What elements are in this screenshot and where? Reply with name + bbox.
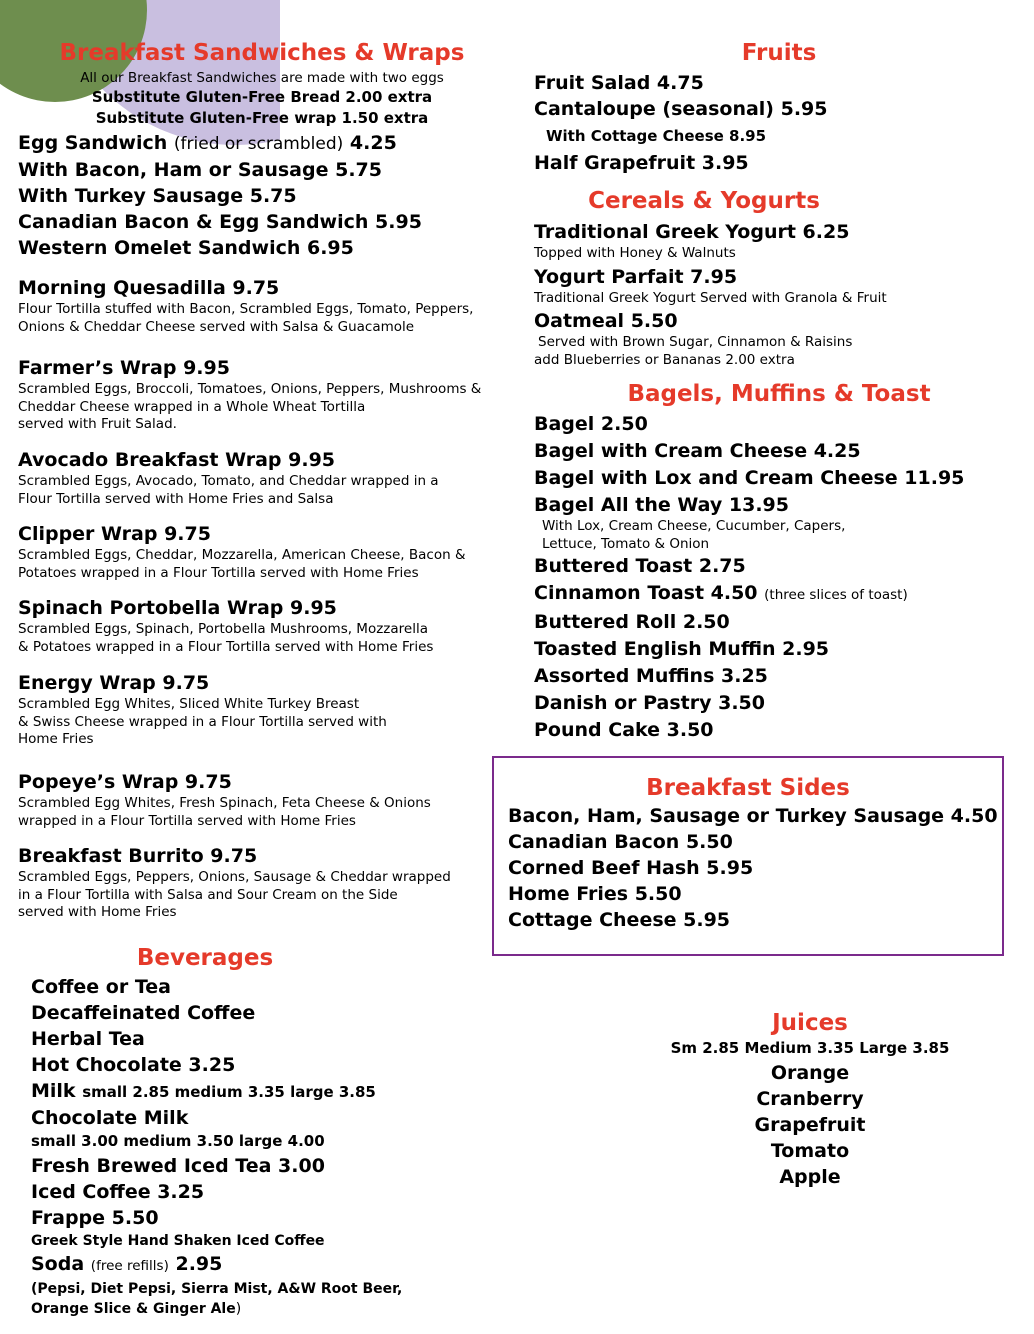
item-desc: With Lox, Cream Cheese, Cucumber, Capers,	[542, 518, 846, 534]
item-name: Farmer’s Wrap 9.95	[18, 357, 230, 379]
menu-item: Cottage Cheese 5.95	[508, 909, 731, 931]
wrap-energy	[18, 670, 387, 749]
juices-section	[610, 1010, 1010, 1190]
menu-item: Chocolate Milk	[31, 1107, 189, 1129]
menu-item: Bagel All the Way 13.95	[534, 494, 789, 516]
juices-heading: Juices	[772, 1010, 848, 1036]
menu-item-cinnamon-toast	[534, 580, 964, 608]
item-desc: Scrambled Eggs, Spinach, Portobella Mushrooms, Mozzarella	[18, 621, 428, 637]
bagels-heading: Bagels, Muffins & Toast	[627, 381, 931, 407]
item-note: (three slices of toast)	[764, 587, 908, 603]
juice-sizes: Sm 2.85 Medium 3.35 Large 3.85	[670, 1039, 950, 1057]
sides-heading: Breakfast Sides	[646, 775, 850, 801]
item-desc: Scrambled Eggs, Broccoli, Tomatoes, Onions, Peppers, Mushrooms &	[18, 381, 482, 397]
soda-list: (Pepsi, Diet Pepsi, Sierra Mist, A&W Root Beer,	[31, 1281, 403, 1297]
wrap-farmers	[18, 355, 481, 434]
menu-item: Assorted Muffins 3.25	[534, 665, 768, 687]
menu-item: Iced Coffee 3.25	[31, 1181, 205, 1203]
item-desc: served with Home Fries	[18, 904, 177, 920]
menu-item: Oatmeal 5.50	[534, 310, 678, 332]
breakfast-heading: Breakfast Sandwiches & Wraps	[59, 40, 465, 66]
menu-item: Canadian Bacon 5.50	[508, 831, 733, 853]
item-name: Egg Sandwich	[18, 132, 168, 154]
wrap-avocado	[18, 447, 439, 508]
menu-item-egg-sandwich	[18, 130, 397, 157]
cereals-list	[534, 219, 887, 369]
item-desc: Onions & Cheddar Cheese served with Salsa & Guacamole	[18, 318, 415, 335]
wrap-breakfast-burrito	[18, 843, 451, 922]
soda-list-text: Orange Slice & Ginger Ale	[31, 1301, 236, 1317]
beverages-list	[31, 974, 402, 1319]
menu-item: Bagel with Cream Cheese 4.25	[534, 440, 861, 462]
menu-item: Bagel 2.50	[534, 413, 648, 435]
item-desc: in a Flour Tortilla with Salsa and Sour Cream on the Side	[18, 886, 398, 903]
menu-item: Tomato	[770, 1140, 850, 1162]
item-name: Breakfast Burrito 9.75	[18, 845, 258, 867]
item-desc: Topped with Honey & Walnuts	[534, 245, 736, 261]
menu-item-soda	[31, 1251, 402, 1279]
item-name: Soda	[31, 1253, 85, 1275]
item-desc: Flour Tortilla served with Home Fries and Salsa	[18, 490, 334, 507]
item-name: Avocado Breakfast Wrap 9.95	[18, 449, 336, 471]
soda-list-close: )	[235, 1301, 242, 1317]
menu-item: Herbal Tea	[31, 1028, 145, 1050]
cereals-heading: Cereals & Yogurts	[588, 188, 820, 214]
fruits-list	[534, 70, 828, 176]
fruits-heading: Fruits	[741, 40, 817, 66]
item-addon: With Cottage Cheese 8.95	[546, 127, 767, 145]
menu-item: Decaffeinated Coffee	[31, 1002, 256, 1024]
menu-item: Hot Chocolate 3.25	[31, 1054, 236, 1076]
item-desc: Potatoes wrapped in a Flour Tortilla served with Home Fries	[18, 564, 419, 581]
menu-item: Canadian Bacon & Egg Sandwich 5.95	[18, 211, 422, 233]
menu-item: With Bacon, Ham or Sausage 5.75	[18, 159, 382, 181]
item-sizes: small 3.00 medium 3.50 large 4.00	[31, 1132, 325, 1150]
wrap-popeyes	[18, 769, 431, 830]
menu-item: With Turkey Sausage 5.75	[18, 185, 297, 207]
bagels-list	[534, 411, 964, 743]
menu-item: Danish or Pastry 3.50	[534, 692, 765, 714]
item-note: (fried or scrambled)	[173, 134, 344, 154]
menu-item: Buttered Toast 2.75	[534, 555, 746, 577]
item-desc: served with Fruit Salad.	[18, 416, 177, 432]
menu-item-milk	[31, 1078, 402, 1105]
beverages-heading: Beverages	[136, 945, 274, 971]
soda-list-end	[31, 1299, 402, 1319]
item-desc: add Blueberries or Bananas 2.00 extra	[534, 351, 795, 368]
item-desc: Scrambled Egg Whites, Sliced White Turkey Breast	[18, 696, 360, 712]
menu-item: Buttered Roll 2.50	[534, 611, 730, 633]
wrap-spinach-portobella	[18, 595, 433, 656]
menu-item: Cranberry	[756, 1088, 864, 1110]
item-name: Popeye’s Wrap 9.75	[18, 771, 232, 793]
item-name: Morning Quesadilla 9.75	[18, 277, 280, 299]
breakfast-sides-box	[492, 756, 1004, 956]
item-note: (free refills)	[90, 1258, 169, 1274]
item-name: Energy Wrap 9.75	[18, 672, 210, 694]
item-desc: Lettuce, Tomato & Onion	[542, 535, 710, 552]
sides-list	[508, 803, 1002, 933]
menu-item: Bagel with Lox and Cream Cheese 11.95	[534, 467, 965, 489]
item-desc: Scrambled Eggs, Peppers, Onions, Sausage & Cheddar wrapped	[18, 869, 451, 885]
menu-item: Apple	[779, 1166, 841, 1188]
item-name: Spinach Portobella Wrap 9.95	[18, 597, 337, 619]
item-desc: Scrambled Eggs, Avocado, Tomato, and Cheddar wrapped in a	[18, 473, 439, 489]
wrap-clipper	[18, 521, 465, 582]
item-price: 4.25	[349, 132, 397, 154]
menu-item: Western Omelet Sandwich 6.95	[18, 237, 354, 259]
item-desc: & Swiss Cheese wrapped in a Flour Tortilla served with	[18, 713, 387, 730]
menu-item: Cantaloupe (seasonal) 5.95	[534, 98, 828, 120]
menu-item: Half Grapefruit 3.95	[534, 152, 749, 174]
item-name: Milk	[31, 1080, 76, 1102]
wrap-morning-quesadilla	[18, 275, 473, 336]
menu-item: Corned Beef Hash 5.95	[508, 857, 754, 879]
item-desc: Traditional Greek Yogurt Served with Granola & Fruit	[534, 289, 887, 306]
item-desc: Flour Tortilla stuffed with Bacon, Scrambled Eggs, Tomato, Peppers,	[18, 301, 474, 317]
menu-item: Frappe 5.50	[31, 1207, 159, 1229]
item-sizes: small 2.85 medium 3.35 large 3.85	[82, 1083, 376, 1101]
item-name: Cinnamon Toast 4.50	[534, 582, 758, 604]
gluten-free-bread-note: Substitute Gluten-Free Bread 2.00 extra	[91, 88, 433, 106]
menu-item: Bacon, Ham, Sausage or Turkey Sausage 4.50	[508, 805, 998, 827]
menu-item: Pound Cake 3.50	[534, 719, 714, 741]
item-name: Clipper Wrap 9.75	[18, 523, 211, 545]
menu-item: Traditional Greek Yogurt 6.25	[534, 221, 850, 243]
item-desc: & Potatoes wrapped in a Flour Tortilla served with Home Fries	[18, 638, 434, 655]
menu-item: Fruit Salad 4.75	[534, 72, 704, 94]
item-desc: Served with Brown Sugar, Cinnamon & Raisins	[538, 334, 853, 350]
menu-item: Fresh Brewed Iced Tea 3.00	[31, 1155, 325, 1177]
item-desc: Greek Style Hand Shaken Iced Coffee	[31, 1233, 325, 1249]
menu-item: Toasted English Muffin 2.95	[534, 638, 830, 660]
menu-item: Orange	[770, 1062, 850, 1084]
item-desc: Scrambled Eggs, Cheddar, Mozzarella, American Cheese, Bacon &	[18, 547, 466, 563]
item-desc: wrapped in a Flour Tortilla served with Home Fries	[18, 812, 356, 829]
item-desc: Scrambled Egg Whites, Fresh Spinach, Feta Cheese & Onions	[18, 795, 431, 811]
item-desc: Home Fries	[18, 731, 94, 747]
sandwich-list	[18, 157, 422, 261]
breakfast-note: All our Breakfast Sandwiches are made with two eggs	[80, 70, 444, 86]
gluten-free-wrap-note: Substitute Gluten-Free wrap 1.50 extra	[95, 109, 429, 127]
menu-item: Home Fries 5.50	[508, 883, 682, 905]
menu-item: Coffee or Tea	[31, 976, 171, 998]
menu-item: Grapefruit	[754, 1114, 866, 1136]
item-desc: Cheddar Cheese wrapped in a Whole Wheat Tortilla	[18, 398, 366, 415]
menu-item: Yogurt Parfait 7.95	[534, 265, 738, 288]
item-price: 2.95	[175, 1253, 223, 1275]
